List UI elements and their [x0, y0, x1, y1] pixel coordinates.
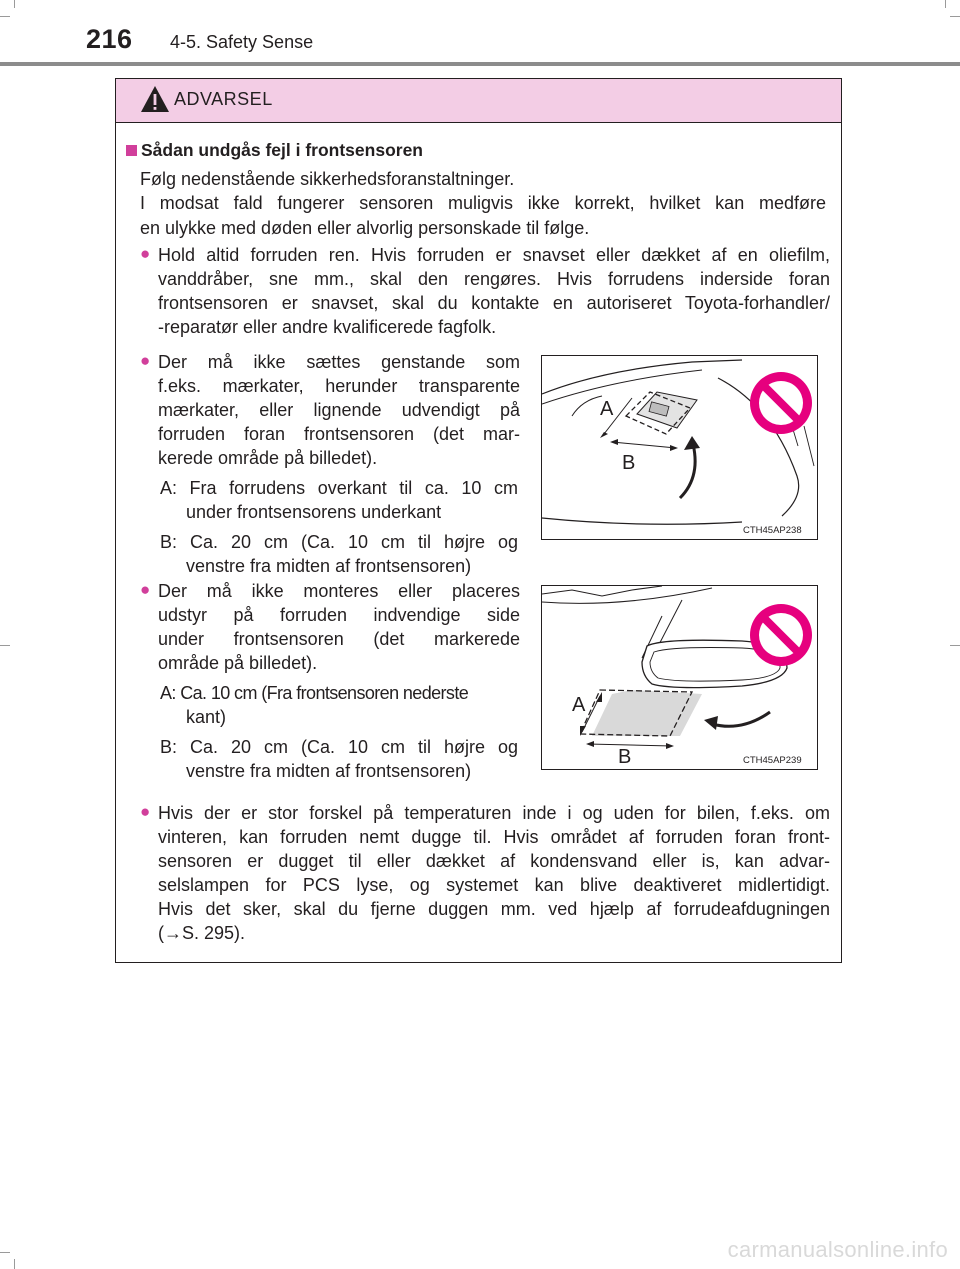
bullet2-line: mærkater, eller lignende udvendigt på — [158, 400, 520, 420]
bullet4-line: vinteren, kan forruden nemt dugge til. Hvis området af forruden foran front- — [158, 827, 830, 847]
footer-watermark: carmanualsonline.info — [727, 1237, 948, 1262]
bullet3-line: under frontsensoren (det markerede — [158, 629, 520, 649]
bullet3-a-line: kant) — [186, 707, 227, 727]
crop-mark — [945, 0, 946, 8]
bullet4-line: Hvis det sker, skal du fjerne duggen mm. ved hjælp af forrudeafdugningen — [158, 899, 830, 919]
bullet3-line: Der må ikke monteres eller placeres — [158, 581, 520, 601]
bullet-dot-icon: ● — [140, 244, 151, 263]
windshield-illustration — [542, 356, 818, 540]
figure-label-b: B — [618, 746, 632, 768]
bullet2-line: kerede område på billedet). — [158, 448, 378, 468]
bullet1-line: vanddråber, sne mm., skal den rengøres. Hvis forrudens inderside foran — [158, 269, 830, 289]
header-rule — [0, 62, 960, 66]
warning-label: ADVARSEL — [174, 89, 273, 109]
crop-mark — [14, 1259, 15, 1269]
crop-mark — [950, 16, 960, 17]
bullet4-line: sensoren er dugget til eller dækket af kondensvand eller is, kan advar- — [158, 851, 830, 871]
bullet2-b-line: venstre fra midten af frontsensoren) — [186, 556, 472, 576]
bullet4-line: Hvis der er stor forskel på temperaturen inde i og uden for bilen, f.eks. om — [158, 803, 830, 823]
figure-label-a: A — [572, 694, 586, 716]
bullet2-line: forruden foran frontsensoren (det mar- — [158, 424, 520, 444]
bullet3-a-line: A: Ca. 10 cm (Fra frontsensoren nederste — [160, 683, 469, 703]
figure-label-a: A — [600, 398, 614, 420]
figure-code: CTH45AP238 — [743, 525, 802, 536]
crop-mark — [0, 16, 10, 17]
intro-line: Følg nedenstående sikkerhedsforanstaltninger. — [140, 169, 515, 189]
figure-code: CTH45AP239 — [743, 755, 802, 766]
crop-mark — [14, 0, 15, 8]
bullet-dot-icon: ● — [140, 351, 151, 370]
bullet4-line: (→S. 295). — [158, 923, 246, 943]
bullet1-line: Hold altid forruden ren. Hvis forruden er snavset eller dækket af en oliefilm, — [158, 245, 830, 265]
bullet1-line: -reparatør eller andre kvalificerede fagfolk. — [158, 317, 497, 337]
bullet3-b-line: B: Ca. 20 cm (Ca. 10 cm til højre og — [160, 737, 518, 757]
page-number: 216 — [86, 24, 133, 54]
bullet3-line: område på billedet). — [158, 653, 318, 673]
crop-mark — [0, 1252, 10, 1253]
bullet2-a-line: under frontsensorens underkant — [186, 502, 442, 522]
crop-mark — [950, 645, 960, 646]
warning-header — [116, 79, 841, 123]
figure-windshield-sensor-area — [541, 355, 818, 540]
bullet3-line: udstyr på forruden indvendige side — [158, 605, 520, 625]
crop-mark — [0, 645, 10, 646]
bullet2-line: f.eks. mærkater, herunder transparente — [158, 376, 520, 396]
warning-heading: Sådan undgås fejl i frontsensoren — [141, 140, 423, 160]
heading-square-icon — [126, 145, 137, 156]
intro-line: I modsat fald fungerer sensoren muligvis ikke korrekt, hvilket kan medføre — [140, 193, 826, 213]
figure-label-b: B — [622, 452, 636, 474]
intro-line: en ulykke med døden eller alvorlig personskade til følge. — [140, 218, 590, 238]
mirror-illustration — [542, 586, 818, 770]
bullet4-line: selslampen for PCS lyse, og systemet kan blive deaktiveret midlertidigt. — [158, 875, 830, 895]
bullet2-b-line: B: Ca. 20 cm (Ca. 10 cm til højre og — [160, 532, 518, 552]
bullet2-a-line: A: Fra forrudens overkant til ca. 10 cm — [160, 478, 518, 498]
figure-mirror-mount-area — [541, 585, 818, 770]
warning-box — [115, 78, 842, 963]
bullet-dot-icon: ● — [140, 580, 151, 599]
bullet1-line: frontsensoren er snavset, skal du kontakte en autoriseret Toyota-forhandler/ — [158, 293, 830, 313]
warning-triangle-icon — [140, 85, 170, 113]
bullet3-b-line: venstre fra midten af frontsensoren) — [186, 761, 472, 781]
section-title: 4-5. Safety Sense — [170, 32, 314, 52]
bullet-dot-icon: ● — [140, 802, 151, 821]
bullet2-line: Der må ikke sættes genstande som — [158, 352, 520, 372]
